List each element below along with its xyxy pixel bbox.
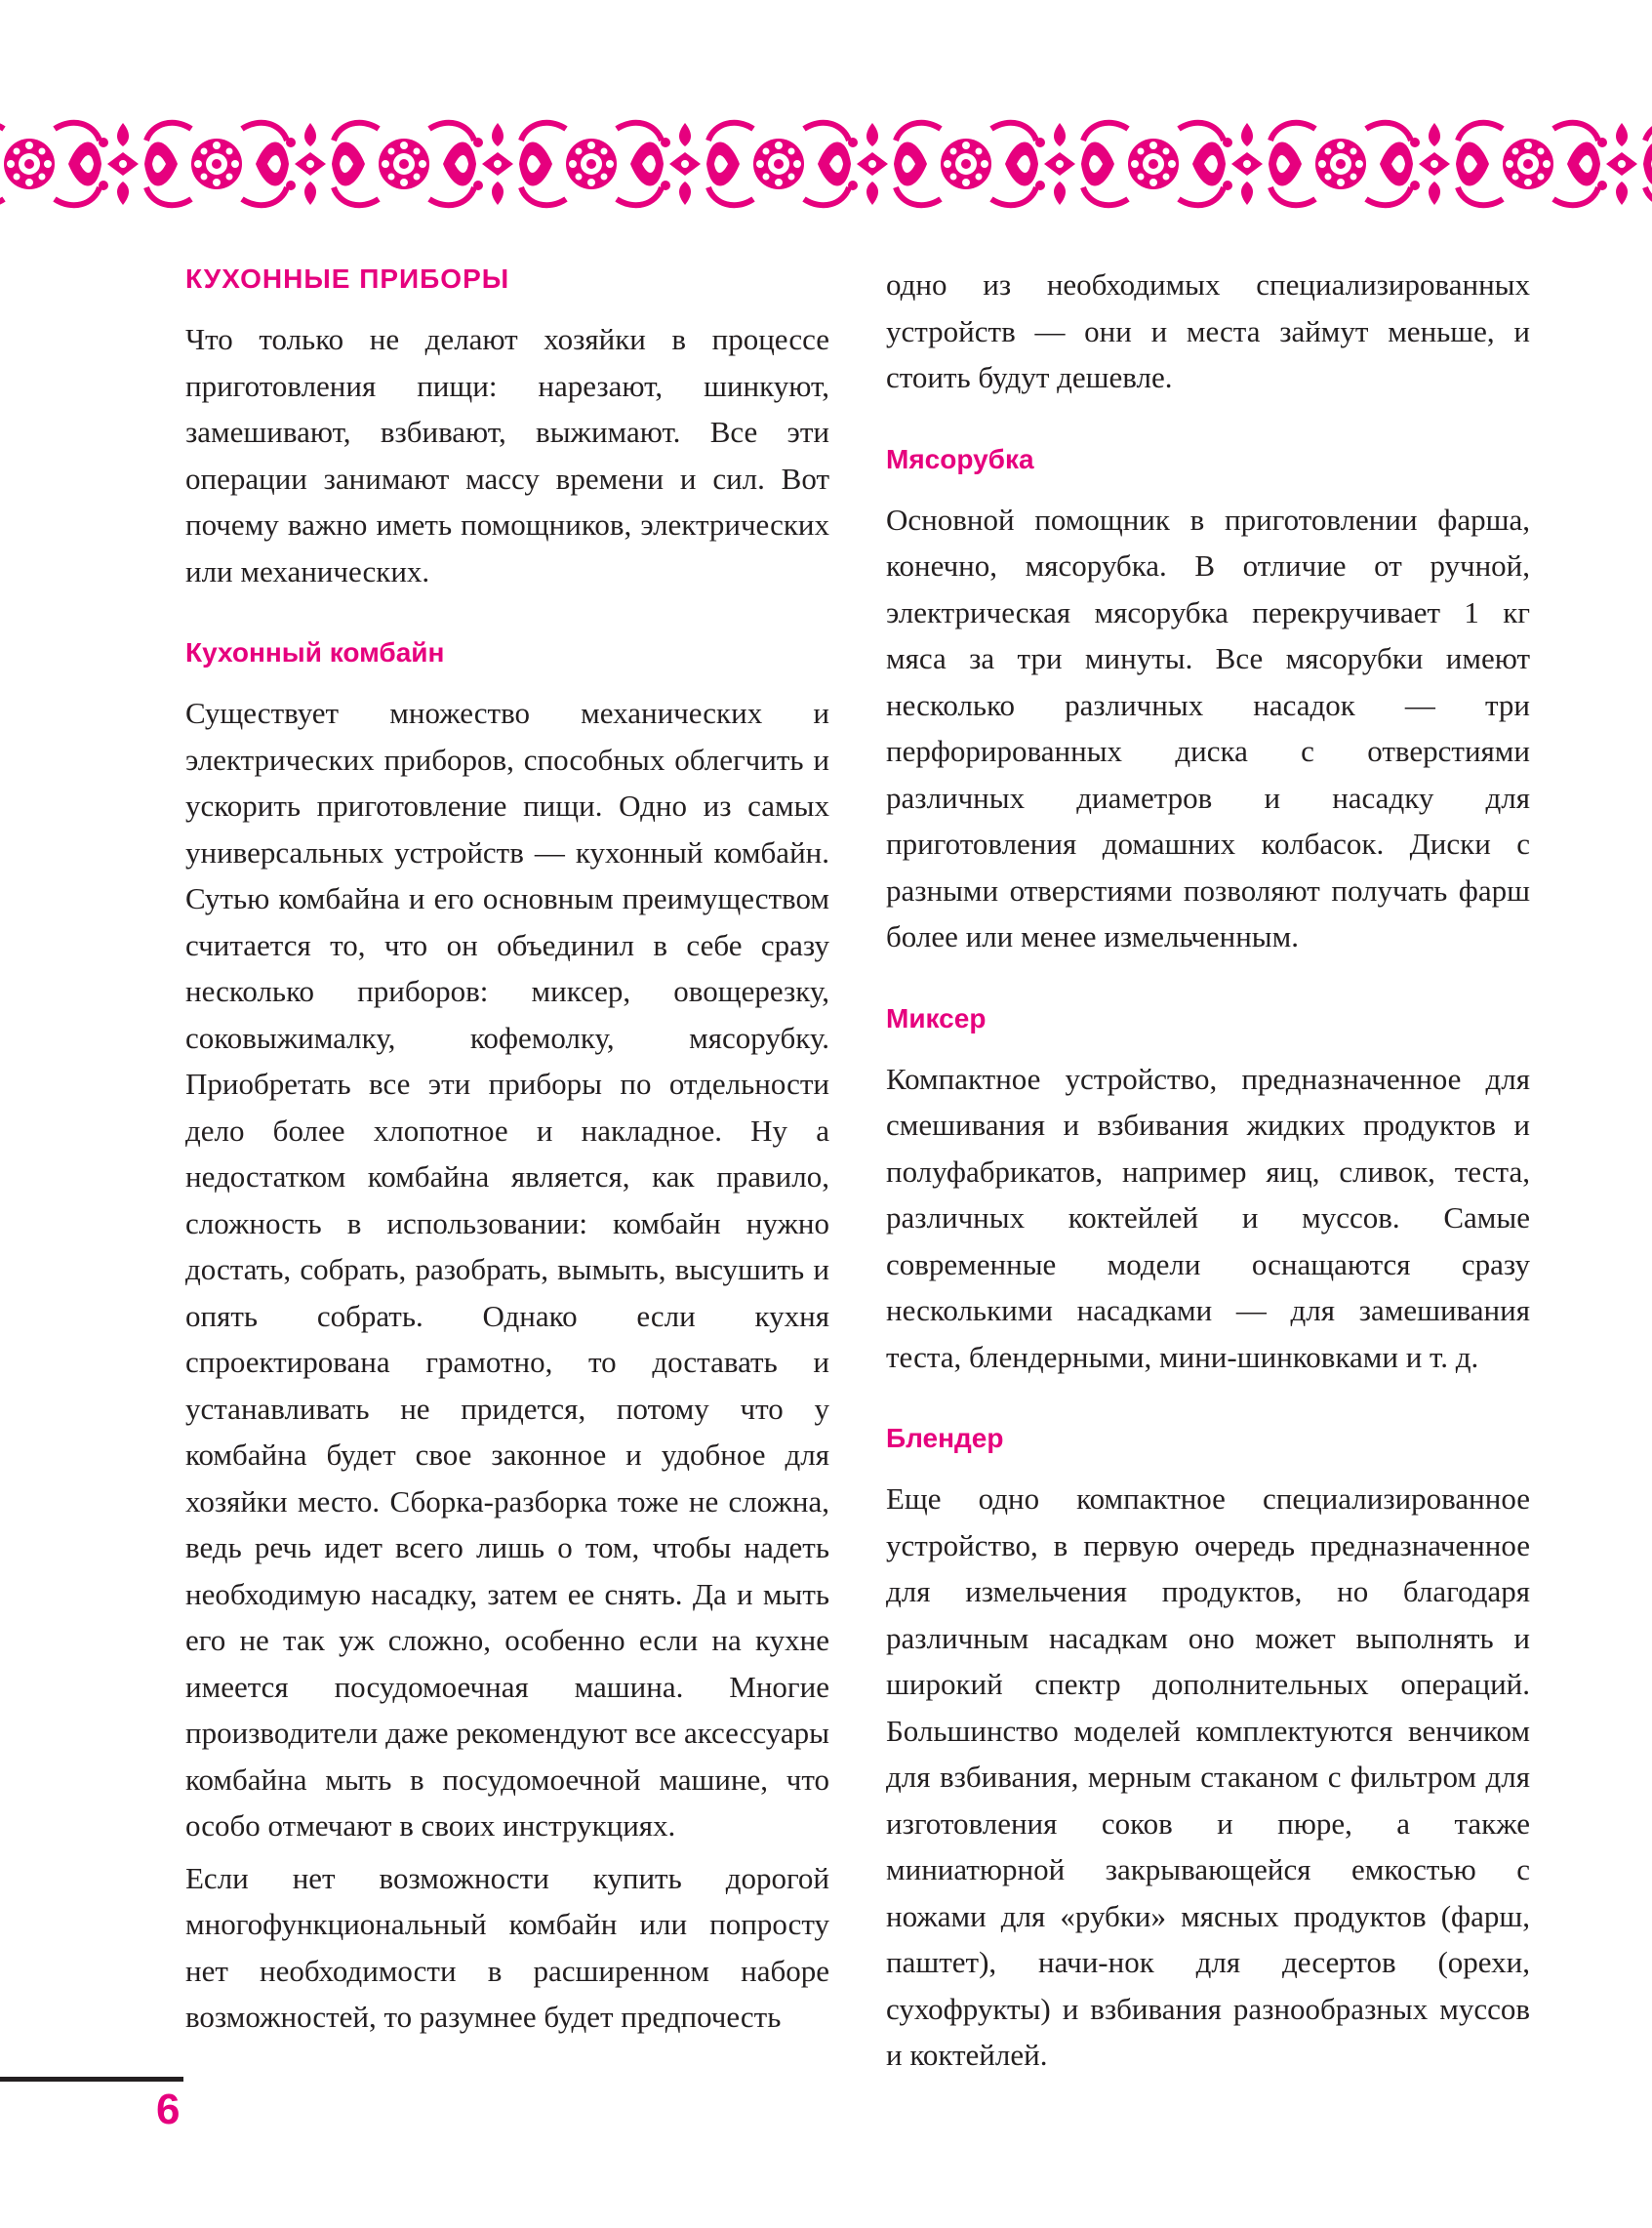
section-kitchen-appliances (185, 262, 829, 594)
food-processor-heading: Кухонный комбайн (185, 637, 445, 668)
floral-ornament-border (0, 115, 1652, 213)
meat-grinder-paragraph: Основной помощник в приготовлении фарша, конечно, мясорубка. В отличие от ручной, электрическая мясорубка перекручивает 1 кг мяса за три минуты. Все мясорубки имеют несколько различных насадок — три перфорированных диска с отверстиями различных диаметров и насадку для приготовления домашних колбасок. Диски с разными отверстиями позволяют получать фарш более или менее измельченным. (886, 502, 1530, 953)
page-number: 6 (156, 2086, 181, 2133)
food-processor-paragraph-1: Существует множество механических и электрических приборов, способных облегчить и ускорить приготовление пищи. Одно из самых универсальных устройств — кухонный комбайн. Сутью комбайна и его основным преимуществом считается то, что он объединил в себе сразу несколько приборов: миксер, овощерезку, соковыжималку, кофемолку, мясорубку. Приобретать все эти приборы по отдельности дело более хлопотное и накладное. Ну а недостатком комбайна является, как правило, сложность в использовании: комбайн нужно достать, собрать, разобрать, вымыть, высушить и опять собрать. Однако если кухня спроектирована грамотно, то доставать и устанавливать не придется, потому что у комбайна будет свое законное и удобное для хозяйки место. Сборка-разборка тоже не сложна, ведь речь идет всего лишь о том, чтобы надеть необходимую насадку, затем ее снять. Да и мыть его не так уж сложно, особенно если на кухне имеется посудомоечная машина. Многие производители даже рекомендуют все аксессуары комбайна мыть в посудомоечной машине, что особо отмечают в своих инструкциях. (185, 696, 829, 1843)
section-meat-grinder (886, 442, 1530, 960)
intro-paragraph: Что только не делают хозяйки в процессе приготовления пищи: нарезают, шинкуют, замешивают, взбивают, выжимают. Все эти операции занимают массу времени и сил. Вот почему важно иметь помощников, электрических или механических. (185, 322, 829, 588)
section-food-processor (185, 635, 829, 2041)
section-mixer (886, 1001, 1530, 1381)
left-column (185, 262, 829, 2046)
blender-paragraph: Еще одно компактное специализированное устройство, в первую очередь предназначенное для измельчения продуктов, но благодаря различным насадкам оно может выполнять и широкий спектр дополнительных операций. Большинство моделей комплектуются венчиком для взбивания, мерным стаканом с фильтром для изготовления соков и пюре, а также миниатюрной закрывающейся емкостью с ножами для «рубки» мясных продуктов (фарш, паштет), начи-нок для десертов (орехи, сухофрукты) и взбивания разнообразных муссов и коктейлей. (886, 1481, 1530, 2072)
food-processor-paragraph-2: Если нет возможности купить дорогой многофункциональный комбайн или попросту нет необходимости в расширенном наборе возможностей, то разумнее будет предпочесть (185, 1860, 829, 2034)
section-blender (886, 1421, 1530, 2079)
right-column (886, 262, 1530, 2085)
meat-grinder-heading: Мясорубка (886, 443, 1034, 474)
chapter-title: КУХОННЫЕ ПРИБОРЫ (185, 263, 510, 294)
mixer-heading: Миксер (886, 1002, 987, 1033)
mixer-paragraph: Компактное устройство, предназначенное для смешивания и взбивания жидких продуктов и полуфабрикатов, например яиц, сливок, теста, различных коктейлей и муссов. Самые современные модели оснащаются сразу несколькими насадками — для замешивания теста, блендерными, мини-шинковками и т. д. (886, 1061, 1530, 1374)
continuation-paragraph: одно из необходимых специализированных устройств — они и места займут меньше, и стоить будут дешевле. (886, 267, 1530, 394)
blender-heading: Блендер (886, 1423, 1004, 1453)
